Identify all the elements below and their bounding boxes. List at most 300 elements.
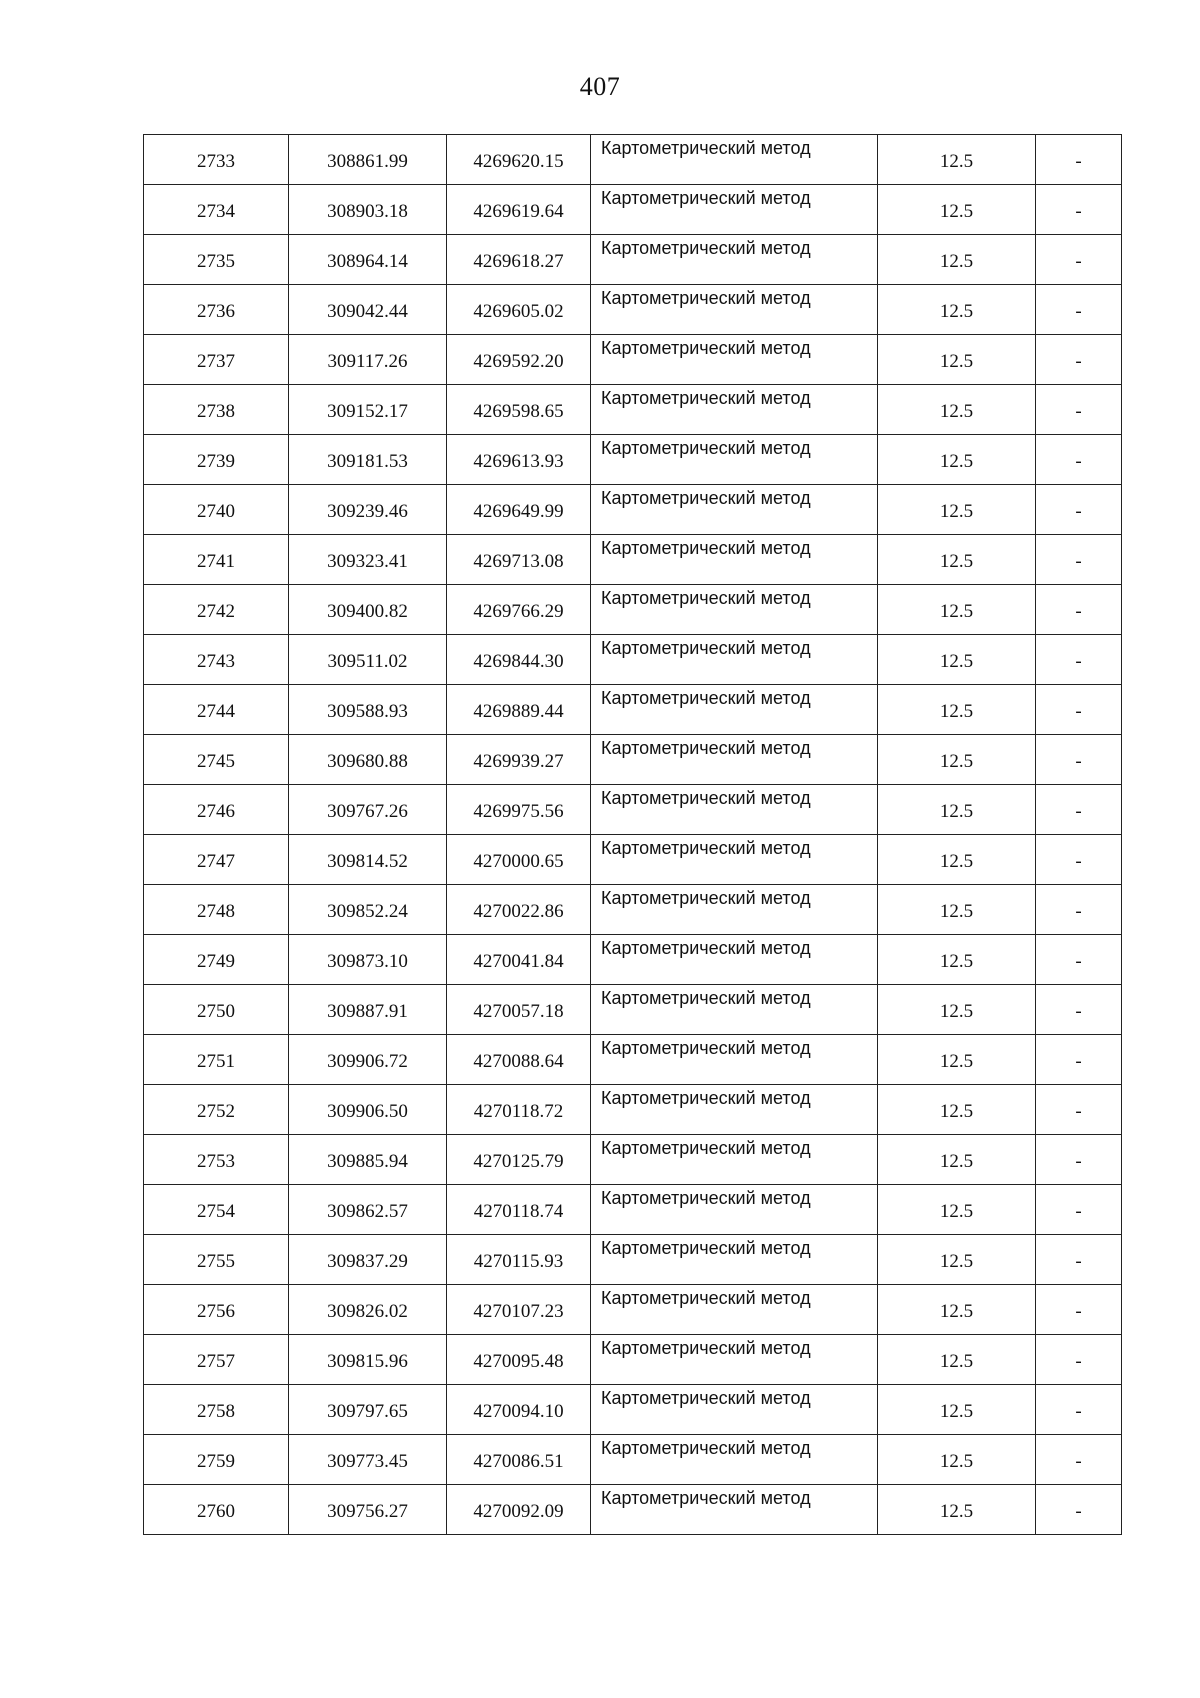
method-cell [591,1385,878,1435]
x-coordinate-cell-text: 309152.17 [327,400,408,422]
point-number-cell [144,485,289,535]
method-cell-text: Картометрический метод [601,988,811,1008]
accuracy-cell-text: 12.5 [939,600,974,622]
accuracy-cell-text: 12.5 [939,650,974,672]
point-number-cell-text: 2754 [197,1200,235,1222]
accuracy-cell [878,1235,1036,1285]
y-coordinate-cell [447,785,591,835]
accuracy-cell [878,785,1036,835]
y-coordinate-cell [447,135,591,185]
accuracy-cell [878,1185,1036,1235]
method-cell [591,735,878,785]
y-coordinate-cell-text: 4269613.93 [473,450,564,472]
x-coordinate-cell-text: 309239.46 [327,500,408,522]
x-coordinate-cell-text: 308903.18 [327,200,408,222]
method-cell-text: Картометрический метод [601,1038,811,1058]
table-row [144,685,1122,735]
point-number-cell [144,735,289,785]
note-cell [1036,835,1122,885]
note-cell [1036,285,1122,335]
y-coordinate-cell [447,1435,591,1485]
method-cell-text: Картометрический метод [601,1138,811,1158]
accuracy-cell [878,1435,1036,1485]
point-number-cell [144,1085,289,1135]
note-cell-text: - [1075,750,1082,772]
table-row [144,235,1122,285]
x-coordinate-cell [289,685,447,735]
accuracy-cell [878,435,1036,485]
x-coordinate-cell [289,285,447,335]
accuracy-cell-text: 12.5 [939,250,974,272]
x-coordinate-cell [289,1335,447,1385]
method-cell-text: Картометрический метод [601,938,811,958]
table-row [144,1235,1122,1285]
accuracy-cell [878,335,1036,385]
note-cell [1036,885,1122,935]
note-cell [1036,185,1122,235]
accuracy-cell [878,985,1036,1035]
note-cell-text: - [1075,950,1082,972]
point-number-cell [144,1435,289,1485]
point-number-cell-text: 2749 [197,950,235,972]
y-coordinate-cell-text: 4269939.27 [473,750,564,772]
y-coordinate-cell-text: 4269598.65 [473,400,564,422]
x-coordinate-cell [289,1185,447,1235]
x-coordinate-cell-text: 309400.82 [327,600,408,622]
method-cell-text: Картометрический метод [601,1438,811,1458]
table-row [144,885,1122,935]
point-number-cell [144,285,289,335]
accuracy-cell [878,1135,1036,1185]
note-cell-text: - [1075,900,1082,922]
accuracy-cell-text: 12.5 [939,550,974,572]
y-coordinate-cell [447,635,591,685]
y-coordinate-cell [447,535,591,585]
note-cell [1036,1335,1122,1385]
accuracy-cell-text: 12.5 [939,150,974,172]
method-cell-text: Картометрический метод [601,788,811,808]
method-cell-text: Картометрический метод [601,1488,811,1508]
y-coordinate-cell-text: 4269889.44 [473,700,564,722]
accuracy-cell [878,635,1036,685]
table-row [144,135,1122,185]
accuracy-cell-text: 12.5 [939,1350,974,1372]
point-number-cell-text: 2752 [197,1100,235,1122]
table-row [144,1085,1122,1135]
note-cell-text: - [1075,1000,1082,1022]
point-number-cell-text: 2734 [197,200,235,222]
table-row [144,1485,1122,1535]
note-cell [1036,1385,1122,1435]
point-number-cell-text: 2755 [197,1250,235,1272]
note-cell-text: - [1075,350,1082,372]
method-cell [591,135,878,185]
note-cell-text: - [1075,500,1082,522]
method-cell-text: Картометрический метод [601,688,811,708]
y-coordinate-cell [447,585,591,635]
method-cell [591,1235,878,1285]
y-coordinate-cell-text: 4270092.09 [473,1500,564,1522]
point-number-cell [144,235,289,285]
note-cell [1036,585,1122,635]
x-coordinate-cell [289,135,447,185]
point-number-cell-text: 2756 [197,1300,235,1322]
x-coordinate-cell [289,1385,447,1435]
accuracy-cell [878,535,1036,585]
accuracy-cell-text: 12.5 [939,1150,974,1172]
method-cell-text: Картометрический метод [601,338,811,358]
x-coordinate-cell-text: 309852.24 [327,900,408,922]
x-coordinate-cell [289,1135,447,1185]
point-number-cell [144,435,289,485]
y-coordinate-cell-text: 4269975.56 [473,800,564,822]
method-cell [591,535,878,585]
method-cell [591,585,878,635]
x-coordinate-cell-text: 309826.02 [327,1300,408,1322]
accuracy-cell-text: 12.5 [939,350,974,372]
point-number-cell-text: 2739 [197,450,235,472]
x-coordinate-cell [289,785,447,835]
point-number-cell [144,185,289,235]
method-cell-text: Картометрический метод [601,1238,811,1258]
point-number-cell-text: 2748 [197,900,235,922]
x-coordinate-cell-text: 309815.96 [327,1350,408,1372]
y-coordinate-cell-text: 4270086.51 [473,1450,564,1472]
x-coordinate-cell [289,1435,447,1485]
note-cell-text: - [1075,600,1082,622]
y-coordinate-cell-text: 4270118.74 [473,1200,564,1222]
table-row [144,785,1122,835]
note-cell-text: - [1075,1250,1082,1272]
accuracy-cell [878,835,1036,885]
x-coordinate-cell [289,185,447,235]
y-coordinate-cell [447,1485,591,1535]
method-cell [591,885,878,935]
x-coordinate-cell-text: 309906.72 [327,1050,408,1072]
x-coordinate-cell [289,735,447,785]
x-coordinate-cell [289,1235,447,1285]
accuracy-cell [878,585,1036,635]
point-number-cell [144,585,289,635]
y-coordinate-cell [447,1285,591,1335]
note-cell [1036,335,1122,385]
method-cell [591,235,878,285]
x-coordinate-cell-text: 308964.14 [327,250,408,272]
point-number-cell-text: 2745 [197,750,235,772]
note-cell [1036,1185,1122,1235]
note-cell [1036,1085,1122,1135]
point-number-cell-text: 2742 [197,600,235,622]
table-row [144,185,1122,235]
accuracy-cell [878,235,1036,285]
table-row [144,1435,1122,1485]
coordinates-table-body [144,135,1122,1535]
accuracy-cell [878,135,1036,185]
table-row [144,485,1122,535]
x-coordinate-cell-text: 309588.93 [327,700,408,722]
point-number-cell-text: 2740 [197,500,235,522]
method-cell-text: Картометрический метод [601,538,811,558]
y-coordinate-cell-text: 4270000.65 [473,850,564,872]
method-cell-text: Картометрический метод [601,1288,811,1308]
point-number-cell [144,835,289,885]
y-coordinate-cell [447,735,591,785]
accuracy-cell-text: 12.5 [939,800,974,822]
point-number-cell [144,535,289,585]
y-coordinate-cell [447,985,591,1035]
table-row [144,735,1122,785]
table-row [144,635,1122,685]
method-cell [591,385,878,435]
x-coordinate-cell [289,635,447,685]
method-cell-text: Картометрический метод [601,888,811,908]
y-coordinate-cell-text: 4270022.86 [473,900,564,922]
y-coordinate-cell-text: 4269649.99 [473,500,564,522]
accuracy-cell-text: 12.5 [939,700,974,722]
method-cell-text: Картометрический метод [601,1388,811,1408]
method-cell [591,1285,878,1335]
y-coordinate-cell [447,1085,591,1135]
y-coordinate-cell-text: 4270088.64 [473,1050,564,1072]
point-number-cell-text: 2759 [197,1450,235,1472]
x-coordinate-cell [289,985,447,1035]
y-coordinate-cell [447,1185,591,1235]
accuracy-cell [878,1085,1036,1135]
point-number-cell-text: 2744 [197,700,235,722]
accuracy-cell-text: 12.5 [939,450,974,472]
x-coordinate-cell [289,1035,447,1085]
y-coordinate-cell-text: 4270095.48 [473,1350,564,1372]
accuracy-cell-text: 12.5 [939,1000,974,1022]
x-coordinate-cell-text: 309837.29 [327,1250,408,1272]
note-cell-text: - [1075,300,1082,322]
y-coordinate-cell-text: 4270107.23 [473,1300,564,1322]
method-cell-text: Картометрический метод [601,738,811,758]
note-cell-text: - [1075,1100,1082,1122]
y-coordinate-cell-text: 4269766.29 [473,600,564,622]
point-number-cell [144,335,289,385]
method-cell [591,1035,878,1085]
method-cell [591,785,878,835]
point-number-cell-text: 2758 [197,1400,235,1422]
x-coordinate-cell [289,435,447,485]
y-coordinate-cell-text: 4269620.15 [473,150,564,172]
point-number-cell [144,1135,289,1185]
x-coordinate-cell [289,835,447,885]
y-coordinate-cell [447,335,591,385]
point-number-cell-text: 2746 [197,800,235,822]
page-number: 407 [579,72,621,101]
method-cell [591,1185,878,1235]
accuracy-cell [878,685,1036,735]
x-coordinate-cell [289,385,447,435]
note-cell [1036,1435,1122,1485]
x-coordinate-cell [289,585,447,635]
point-number-cell [144,685,289,735]
note-cell-text: - [1075,250,1082,272]
method-cell-text: Картометрический метод [601,1088,811,1108]
y-coordinate-cell [447,385,591,435]
point-number-cell [144,1235,289,1285]
y-coordinate-cell-text: 4269844.30 [473,650,564,672]
x-coordinate-cell [289,485,447,535]
note-cell [1036,135,1122,185]
method-cell-text: Картометрический метод [601,138,811,158]
method-cell [591,185,878,235]
note-cell [1036,685,1122,735]
y-coordinate-cell-text: 4270125.79 [473,1150,564,1172]
y-coordinate-cell-text: 4270057.18 [473,1000,564,1022]
method-cell [591,1435,878,1485]
x-coordinate-cell [289,235,447,285]
x-coordinate-cell [289,335,447,385]
accuracy-cell [878,1035,1036,1085]
y-coordinate-cell-text: 4269592.20 [473,350,564,372]
accuracy-cell [878,1285,1036,1335]
method-cell [591,1135,878,1185]
y-coordinate-cell [447,435,591,485]
x-coordinate-cell-text: 309680.88 [327,750,408,772]
x-coordinate-cell-text: 309887.91 [327,1000,408,1022]
y-coordinate-cell-text: 4270118.72 [473,1100,564,1122]
note-cell-text: - [1075,550,1082,572]
accuracy-cell [878,885,1036,935]
point-number-cell-text: 2737 [197,350,235,372]
note-cell [1036,1485,1122,1535]
y-coordinate-cell [447,885,591,935]
note-cell-text: - [1075,1350,1082,1372]
method-cell-text: Картометрический метод [601,238,811,258]
y-coordinate-cell [447,285,591,335]
note-cell-text: - [1075,1450,1082,1472]
x-coordinate-cell-text: 309862.57 [327,1200,408,1222]
point-number-cell [144,635,289,685]
point-number-cell [144,1485,289,1535]
method-cell-text: Картометрический метод [601,388,811,408]
accuracy-cell-text: 12.5 [939,300,974,322]
point-number-cell-text: 2738 [197,400,235,422]
point-number-cell-text: 2757 [197,1350,235,1372]
table-row [144,385,1122,435]
method-cell-text: Картометрический метод [601,838,811,858]
coordinates-table [143,134,1122,1535]
note-cell-text: - [1075,1150,1082,1172]
method-cell [591,685,878,735]
y-coordinate-cell-text: 4269618.27 [473,250,564,272]
accuracy-cell-text: 12.5 [939,200,974,222]
x-coordinate-cell-text: 309873.10 [327,950,408,972]
x-coordinate-cell-text: 309117.26 [327,350,408,372]
note-cell [1036,735,1122,785]
point-number-cell [144,1335,289,1385]
accuracy-cell [878,735,1036,785]
point-number-cell [144,785,289,835]
method-cell-text: Картометрический метод [601,588,811,608]
method-cell-text: Картометрический метод [601,188,811,208]
y-coordinate-cell-text: 4269619.64 [473,200,564,222]
table-row [144,985,1122,1035]
y-coordinate-cell [447,935,591,985]
accuracy-cell-text: 12.5 [939,1500,974,1522]
note-cell-text: - [1075,1200,1082,1222]
table-row [144,1335,1122,1385]
y-coordinate-cell [447,1335,591,1385]
note-cell [1036,935,1122,985]
y-coordinate-cell-text: 4269713.08 [473,550,564,572]
note-cell-text: - [1075,200,1082,222]
accuracy-cell-text: 12.5 [939,400,974,422]
x-coordinate-cell-text: 309814.52 [327,850,408,872]
point-number-cell [144,135,289,185]
y-coordinate-cell-text: 4270094.10 [473,1400,564,1422]
accuracy-cell-text: 12.5 [939,950,974,972]
note-cell [1036,1035,1122,1085]
point-number-cell-text: 2735 [197,250,235,272]
x-coordinate-cell [289,885,447,935]
y-coordinate-cell-text: 4270115.93 [473,1250,564,1272]
accuracy-cell-text: 12.5 [939,850,974,872]
method-cell [591,985,878,1035]
y-coordinate-cell [447,1035,591,1085]
method-cell [591,635,878,685]
point-number-cell [144,1285,289,1335]
method-cell [591,835,878,885]
method-cell [591,435,878,485]
note-cell [1036,985,1122,1035]
y-coordinate-cell [447,1135,591,1185]
note-cell [1036,1235,1122,1285]
accuracy-cell-text: 12.5 [939,1050,974,1072]
method-cell-text: Картометрический метод [601,1188,811,1208]
point-number-cell [144,885,289,935]
table-row [144,1035,1122,1085]
note-cell-text: - [1075,700,1082,722]
table-row [144,535,1122,585]
note-cell [1036,635,1122,685]
accuracy-cell-text: 12.5 [939,900,974,922]
y-coordinate-cell [447,185,591,235]
note-cell-text: - [1075,1300,1082,1322]
accuracy-cell [878,385,1036,435]
x-coordinate-cell-text: 308861.99 [327,150,408,172]
x-coordinate-cell-text: 309511.02 [327,650,408,672]
x-coordinate-cell [289,535,447,585]
method-cell [591,1085,878,1135]
y-coordinate-cell-text: 4269605.02 [473,300,564,322]
method-cell [591,335,878,385]
point-number-cell-text: 2753 [197,1150,235,1172]
x-coordinate-cell [289,1485,447,1535]
y-coordinate-cell [447,1235,591,1285]
accuracy-cell [878,1485,1036,1535]
table-row [144,585,1122,635]
note-cell-text: - [1075,450,1082,472]
x-coordinate-cell-text: 309323.41 [327,550,408,572]
x-coordinate-cell [289,1085,447,1135]
point-number-cell-text: 2747 [197,850,235,872]
x-coordinate-cell-text: 309906.50 [327,1100,408,1122]
method-cell [591,285,878,335]
table-row [144,285,1122,335]
note-cell-text: - [1075,850,1082,872]
accuracy-cell [878,485,1036,535]
y-coordinate-cell [447,1385,591,1435]
accuracy-cell-text: 12.5 [939,1100,974,1122]
accuracy-cell [878,285,1036,335]
note-cell-text: - [1075,800,1082,822]
note-cell-text: - [1075,400,1082,422]
y-coordinate-cell [447,485,591,535]
